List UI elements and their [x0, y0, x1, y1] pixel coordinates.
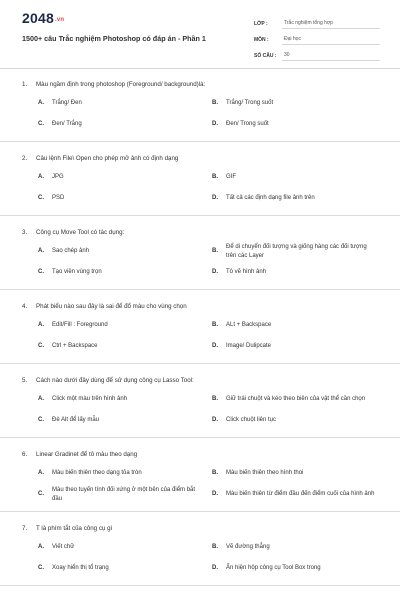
- option-text: Trắng/ Đen: [52, 100, 82, 107]
- question-item: [0, 364, 400, 438]
- option-text: Click một màu trên hình ảnh: [52, 396, 128, 403]
- option-letter: C.: [38, 343, 44, 350]
- option-text: ALt + Backspace: [226, 322, 272, 329]
- answer-options: [0, 533, 400, 585]
- answer-option[interactable]: [212, 558, 386, 579]
- answer-option[interactable]: [212, 537, 386, 558]
- option-letter: B.: [212, 544, 218, 551]
- answer-option[interactable]: [212, 484, 386, 505]
- answer-option[interactable]: [38, 537, 212, 558]
- option-text: JPG: [52, 174, 64, 181]
- answer-options: [0, 237, 400, 289]
- question-text: Cách nào dưới đây dùng để sử dụng công cụ Lasso Tool:: [36, 377, 194, 384]
- option-text: Màu biến thiên theo dạng tỏa tròn: [52, 470, 142, 477]
- answer-option[interactable]: [38, 336, 212, 357]
- logo-text: 2048: [22, 10, 54, 26]
- option-text: Ẩn hiện hộp công cụ Tool Box trong: [226, 565, 321, 572]
- question-list: [0, 68, 400, 586]
- option-letter: A.: [38, 174, 44, 181]
- answer-option[interactable]: [212, 114, 386, 135]
- answer-option[interactable]: [212, 410, 386, 431]
- answer-option[interactable]: [38, 558, 212, 579]
- answer-option[interactable]: [38, 93, 212, 114]
- option-text: Màu theo tuyến tính đối xứng ở một bên của điểm bắt đầu: [52, 487, 196, 502]
- answer-option[interactable]: [212, 463, 386, 484]
- question-text: Công cụ Move Tool có tác dụng:: [36, 229, 125, 236]
- site-logo[interactable]: [22, 10, 64, 26]
- option-letter: B.: [212, 470, 218, 477]
- question-text-row: [0, 438, 400, 459]
- option-text: Đen/ Trắng: [52, 121, 82, 128]
- answer-options: [0, 311, 400, 363]
- option-text: Xoay hiển thị tổ trạng: [52, 565, 109, 572]
- option-letter: B.: [212, 396, 218, 403]
- option-letter: D.: [212, 121, 218, 128]
- meta-label: MÔN :: [254, 37, 269, 43]
- answer-option[interactable]: [38, 389, 212, 410]
- option-letter: A.: [38, 396, 44, 403]
- question-item: [0, 216, 400, 290]
- question-number: 7.: [22, 525, 28, 532]
- option-letter: D.: [212, 195, 218, 202]
- option-text: Click chuột liên tục: [226, 417, 277, 424]
- option-letter: C.: [38, 417, 44, 424]
- option-text: GIF: [226, 174, 236, 181]
- answer-options: [0, 459, 400, 511]
- question-number: 2.: [22, 155, 28, 162]
- answer-option[interactable]: [38, 484, 212, 505]
- answer-option[interactable]: [212, 262, 386, 283]
- option-letter: C.: [38, 269, 44, 276]
- question-number: 4.: [22, 303, 28, 310]
- question-text-row: [0, 512, 400, 533]
- question-item: [0, 438, 400, 512]
- answer-option[interactable]: [212, 336, 386, 357]
- option-text: Viết chữ: [52, 544, 75, 551]
- option-text: Đen/ Trong suốt: [226, 121, 269, 128]
- answer-option[interactable]: [38, 188, 212, 209]
- answer-option[interactable]: [38, 241, 212, 262]
- option-letter: C.: [38, 565, 44, 572]
- meta-row-class: [254, 14, 380, 29]
- answer-option[interactable]: [38, 114, 212, 135]
- option-text: Màu biến thiên theo hình thoi: [226, 470, 304, 477]
- question-number: 3.: [22, 229, 28, 236]
- option-text: Ctrl + Backspace: [52, 343, 98, 350]
- option-text: Tạo viền vùng trọn: [52, 269, 102, 276]
- answer-option[interactable]: [212, 188, 386, 209]
- answer-option[interactable]: [38, 315, 212, 336]
- question-text: Linear Gradinet để tô màu theo dạng: [36, 451, 138, 458]
- answer-option[interactable]: [38, 410, 212, 431]
- document-meta: [254, 14, 380, 62]
- option-text: Tất cả các định dạng file ảnh trên: [226, 195, 315, 202]
- question-text: Phát biểu nào sau đây là sai để đổ màu cho vùng chọn: [36, 303, 187, 310]
- question-text-row: [0, 142, 400, 163]
- option-text: Image/ Dulipcate: [226, 343, 272, 350]
- option-text: Trắng/ Trong suốt: [226, 100, 274, 107]
- option-letter: C.: [38, 195, 44, 202]
- question-text-row: [0, 364, 400, 385]
- answer-option[interactable]: [212, 241, 386, 262]
- option-letter: B.: [212, 174, 218, 181]
- document-title: 1500+ câu Trắc nghiệm Photoshop có đáp án - Phần 1: [22, 34, 206, 43]
- option-letter: A.: [38, 470, 44, 477]
- question-text-row: [0, 68, 400, 89]
- option-text: Giữ trái chuột và kéo theo biên của vật thể cần chọn: [226, 396, 366, 403]
- option-letter: D.: [212, 417, 218, 424]
- answer-options: [0, 385, 400, 437]
- option-letter: D.: [212, 565, 218, 572]
- option-text: PSD: [52, 195, 65, 202]
- meta-label: LỚP :: [254, 21, 268, 27]
- question-item: [0, 512, 400, 586]
- option-letter: A.: [38, 100, 44, 107]
- question-item: [0, 68, 400, 142]
- meta-label: SỐ CÂU :: [254, 53, 277, 59]
- answer-option[interactable]: [38, 463, 212, 484]
- option-text: Để di chuyển đối tượng và giống hàng các đối tượng trên các Layer: [226, 244, 367, 259]
- option-text: Đè Alt để lấy mẫu: [52, 417, 100, 424]
- logo-tld: .vn: [54, 17, 65, 23]
- question-text-row: [0, 290, 400, 311]
- question-item: [0, 142, 400, 216]
- question-text: Màu ngầm định trong photoshop (Foreground/ background)là:: [36, 81, 206, 88]
- option-letter: B.: [212, 100, 218, 107]
- option-text: Vẽ đường thẳng: [226, 544, 270, 551]
- meta-value: Đại học: [282, 36, 380, 45]
- answer-option[interactable]: [212, 389, 386, 410]
- question-number: 5.: [22, 377, 28, 384]
- option-letter: D.: [212, 491, 218, 498]
- document-header: [0, 0, 400, 69]
- option-text: Tô vẽ hình ảnh: [226, 269, 267, 276]
- answer-option[interactable]: [212, 167, 386, 188]
- option-text: Màu biến thiên từ điểm đầu đến điểm cuối của hình ảnh: [226, 491, 375, 498]
- meta-value: Trắc nghiệm tổng hợp: [282, 20, 380, 29]
- meta-row-subject: [254, 30, 380, 45]
- answer-option[interactable]: [38, 262, 212, 283]
- meta-row-count: [254, 46, 380, 61]
- answer-option[interactable]: [38, 167, 212, 188]
- answer-options: [0, 89, 400, 141]
- answer-option[interactable]: [212, 315, 386, 336]
- option-letter: A.: [38, 544, 44, 551]
- question-number: 6.: [22, 451, 28, 458]
- question-text: Câu lệnh File\ Open cho phép mở ảnh có định dạng: [36, 155, 179, 162]
- option-text: Sao chép ảnh: [52, 248, 90, 255]
- option-letter: B.: [212, 248, 218, 255]
- question-text-row: [0, 216, 400, 237]
- option-letter: C.: [38, 121, 44, 128]
- option-letter: C.: [38, 491, 44, 498]
- answer-options: [0, 163, 400, 215]
- question-text: T là phím tắt của công cụ gì: [36, 525, 113, 532]
- answer-option[interactable]: [212, 93, 386, 114]
- question-item: [0, 290, 400, 364]
- meta-value: 30: [282, 52, 380, 61]
- option-letter: A.: [38, 248, 44, 255]
- option-letter: D.: [212, 269, 218, 276]
- option-letter: B.: [212, 322, 218, 329]
- question-number: 1.: [22, 81, 28, 88]
- option-letter: A.: [38, 322, 44, 329]
- option-letter: D.: [212, 343, 218, 350]
- option-text: Edit/Fill : Foreground: [52, 322, 108, 329]
